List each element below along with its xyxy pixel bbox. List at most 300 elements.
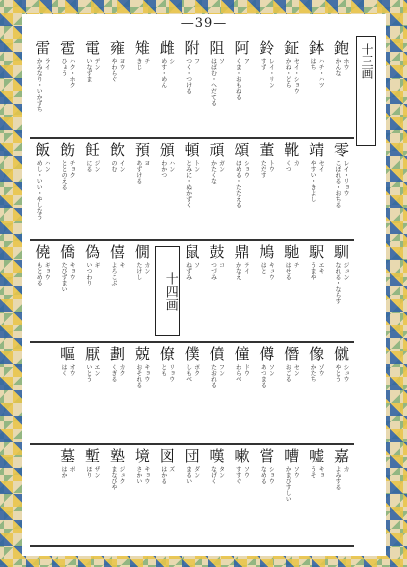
entry-readings [107, 58, 128, 130]
kun-reading: はばむ・へだてる [209, 58, 217, 106]
kun-reading: あつまる [259, 364, 267, 388]
entry-kanji: 偽 [85, 243, 101, 261]
dictionary-entry [80, 138, 105, 240]
entry-readings [232, 262, 253, 334]
dictionary-entry [80, 36, 105, 138]
kun-reading: かまびすしい [284, 466, 292, 502]
entry-readings [82, 466, 103, 538]
dictionary-entry [279, 342, 304, 444]
dictionary-entry [205, 138, 230, 240]
entry-readings [306, 364, 327, 436]
entry-kanji: 僦 [334, 345, 350, 363]
on-reading: フ [192, 58, 200, 64]
entry-kanji: 頓 [184, 141, 200, 159]
on-reading: チ [292, 262, 300, 268]
entry-kanji: 僮 [234, 345, 250, 363]
dictionary-entry [230, 444, 255, 546]
on-reading: ダン [192, 466, 200, 478]
kun-reading: たびずまい [60, 262, 68, 292]
on-reading: ギョウ [43, 262, 51, 280]
on-reading: キョウ [142, 364, 150, 382]
entry-kanji: 境 [134, 447, 150, 465]
kun-reading: しもべ [184, 364, 192, 382]
entry-kanji: 僕 [184, 345, 200, 363]
dictionary-entry [254, 138, 279, 240]
kun-reading: かなえ [234, 262, 242, 280]
entry-kanji: 鼠 [184, 243, 200, 261]
on-reading: ソ [217, 58, 225, 64]
on-reading: ソン [267, 364, 275, 376]
entry-readings [281, 262, 302, 334]
entry-kanji: 像 [309, 345, 325, 363]
kun-reading: なれる・ならす [334, 262, 342, 304]
dictionary-entry [105, 36, 130, 138]
dictionary-entry [30, 138, 55, 240]
on-reading: ボ [68, 466, 76, 472]
dictionary-entry [180, 342, 205, 444]
kun-reading: ひょう [60, 58, 68, 76]
entry-kanji: 嗽 [234, 447, 250, 465]
on-reading: ショウ [242, 160, 250, 178]
on-reading: トン [192, 160, 200, 172]
kun-reading: にる [85, 160, 93, 172]
kun-reading: いなずま [85, 58, 93, 82]
kun-reading: やとう [334, 364, 342, 382]
dictionary-entry [80, 444, 105, 546]
kun-reading: はと [259, 262, 267, 274]
dictionary-entry [230, 36, 255, 138]
on-reading: ドウ [242, 364, 250, 376]
dictionary-entry [205, 444, 230, 546]
entry-readings [306, 58, 327, 130]
dictionary-entry [55, 444, 80, 546]
section-heading [155, 240, 180, 342]
dictionary-entry [254, 36, 279, 138]
on-reading: ジュク [117, 466, 125, 484]
dictionary-entry [80, 342, 105, 444]
on-reading: コ [217, 262, 225, 268]
on-reading: キョウ [142, 466, 150, 484]
on-reading: ソウ [242, 466, 250, 478]
on-reading: ジュン [342, 262, 350, 280]
entry-readings [306, 262, 327, 334]
dictionary-entry [279, 240, 304, 342]
kun-reading: かみなり・いかずち [35, 58, 43, 112]
dictionary-entry [130, 36, 155, 138]
on-reading: トウ [267, 160, 275, 172]
kun-reading: のむ [109, 160, 117, 172]
entry-readings [182, 160, 203, 232]
entry-kanji: 僖 [109, 243, 125, 261]
section-heading-label: 十四画 [155, 246, 180, 336]
entry-kanji: 阻 [209, 39, 225, 57]
dictionary-entry [230, 138, 255, 240]
kun-reading: きじ [134, 58, 142, 70]
kun-reading: はく [60, 364, 68, 376]
entry-readings [107, 262, 128, 334]
on-reading: キョ [317, 466, 325, 478]
entry-kanji: 嘈 [284, 447, 300, 465]
dictionary-entry [105, 138, 130, 240]
entry-readings [107, 364, 128, 436]
entry-readings [232, 466, 253, 538]
entry-readings [256, 466, 277, 538]
dictionary-entry [205, 342, 230, 444]
entry-kanji: 鉢 [309, 39, 325, 57]
entry-kanji: 兢 [134, 345, 150, 363]
kun-reading: ただす [259, 160, 267, 178]
entry-kanji: 雹 [60, 39, 76, 57]
kun-reading: おごる [284, 364, 292, 382]
dictionary-entry [130, 138, 155, 240]
kun-reading: やわらぐ [109, 58, 117, 82]
on-reading: セン [292, 364, 300, 376]
entry-kanji: 附 [184, 39, 200, 57]
kun-reading: はかる [159, 466, 167, 484]
entry-kanji: 嘔 [60, 345, 76, 363]
entry-kanji: 図 [159, 447, 175, 465]
dictionary-entry [155, 444, 180, 546]
entry-kanji: 鈴 [259, 39, 275, 57]
entry-readings [256, 58, 277, 130]
kun-reading: つづみ [209, 262, 217, 280]
entry-kanji: 墓 [60, 447, 76, 465]
on-reading: ジン [93, 160, 101, 172]
entry-kanji: 塹 [85, 447, 101, 465]
kun-reading: もとめる [35, 262, 43, 286]
kun-reading: ととのえる [60, 160, 68, 190]
entry-readings [182, 58, 203, 130]
dictionary-entry [279, 444, 304, 546]
dictionary-entry [230, 240, 255, 342]
dictionary-entry [205, 240, 230, 342]
entry-readings [256, 160, 277, 232]
dictionary-entry [130, 444, 155, 546]
kun-reading: ほめる・たたえる [234, 160, 242, 208]
entry-readings [157, 364, 178, 436]
kun-reading: たけし [134, 262, 142, 280]
kun-reading: なげく [209, 466, 217, 484]
kun-reading: こぼれる・おちる [334, 160, 342, 208]
kun-reading: はち [309, 58, 317, 70]
entry-readings [132, 58, 153, 130]
entry-kanji: 飲 [109, 141, 125, 159]
entry-readings [256, 364, 277, 436]
entry-readings [82, 160, 103, 232]
entry-readings [331, 466, 352, 538]
entry-readings [306, 160, 327, 232]
kun-reading: たおれる [209, 364, 217, 388]
kun-reading: よみする [334, 466, 342, 490]
on-reading: フン [217, 364, 225, 376]
dictionary-entry [30, 240, 55, 342]
entry-kanji: 嘗 [259, 447, 275, 465]
dictionary-entry [55, 138, 80, 240]
on-reading: ハン [167, 160, 175, 172]
entry-readings [157, 160, 178, 232]
on-reading: シュウ [342, 364, 350, 382]
entry-kanji: 馴 [334, 243, 350, 261]
entry-readings [82, 364, 103, 436]
kun-reading: かんな [334, 58, 342, 76]
on-reading: キョウ [68, 262, 76, 280]
entry-kanji: 頒 [159, 141, 175, 159]
entry-readings [207, 262, 228, 334]
on-reading: カ [342, 466, 350, 472]
on-reading: エキ [317, 262, 325, 274]
dictionary-entry [304, 240, 329, 342]
entry-kanji: 馳 [284, 243, 300, 261]
kun-reading: くぎる [109, 364, 117, 382]
entry-kanji: 駅 [309, 243, 325, 261]
dictionary-entry [180, 240, 205, 342]
on-reading: ザン [93, 466, 101, 478]
entry-kanji: 鼎 [234, 243, 250, 261]
on-reading: シ [167, 58, 175, 64]
page-number: —39— [180, 16, 228, 31]
entry-readings [232, 160, 253, 232]
on-reading: ソウ [292, 466, 300, 478]
entry-kanji: 鼓 [209, 243, 225, 261]
entry-kanji: 雉 [134, 39, 150, 57]
entry-kanji: 僚 [159, 345, 175, 363]
on-reading: オウ [68, 364, 76, 376]
dictionary-entry [304, 138, 329, 240]
dictionary-entry [254, 444, 279, 546]
entry-kanji: 電 [85, 39, 101, 57]
entry-kanji: 僑 [60, 243, 76, 261]
entry-readings [182, 364, 203, 436]
entry-readings [32, 160, 53, 232]
kun-reading: めし・いい・やしなう [35, 160, 43, 220]
dictionary-entry [55, 342, 80, 444]
on-reading: ハク・ホク [68, 58, 76, 88]
kun-reading: はせる [284, 262, 292, 280]
kanji-grid [30, 36, 376, 548]
kun-reading: とみに・ぬかずく [184, 160, 192, 208]
entry-kanji: 靴 [284, 141, 300, 159]
dictionary-entry [55, 36, 80, 138]
dictionary-entry [254, 240, 279, 342]
kun-reading: おそれる [134, 364, 142, 388]
entry-kanji: 劃 [109, 345, 125, 363]
dictionary-entry [130, 240, 155, 342]
entry-kanji: 嘆 [209, 447, 225, 465]
entry-readings [157, 466, 178, 538]
on-reading: ショウ [267, 466, 275, 484]
dictionary-entry [80, 240, 105, 342]
on-reading: レイ・リョウ [342, 160, 350, 196]
kun-reading: やすい・きよし [309, 160, 317, 202]
dictionary-entry [279, 36, 304, 138]
on-reading: リョウ [167, 364, 175, 382]
kun-reading: とも [159, 364, 167, 376]
dictionary-entry [329, 342, 354, 444]
entry-readings [132, 262, 153, 334]
entry-readings [32, 262, 53, 334]
entry-kanji: 零 [334, 141, 350, 159]
entry-readings [57, 466, 78, 538]
kun-reading: あずける [134, 160, 142, 184]
kun-reading: つく・つける [184, 58, 192, 94]
entry-readings [57, 262, 78, 334]
dictionary-entry [254, 342, 279, 444]
dictionary-entry [55, 240, 80, 342]
kun-reading: わかつ [159, 160, 167, 178]
on-reading: タン [217, 466, 225, 478]
entry-readings [32, 58, 53, 130]
kun-reading: なめる [259, 466, 267, 484]
dictionary-page [22, 14, 386, 556]
entry-readings [207, 160, 228, 232]
entry-kanji: 嘘 [309, 447, 325, 465]
on-reading: セイ・ショウ [292, 58, 300, 94]
kun-reading: くま・おもねる [234, 58, 242, 100]
dictionary-entry [304, 342, 329, 444]
entry-kanji: 厭 [85, 345, 101, 363]
entry-readings [132, 160, 153, 232]
entry-kanji: 雌 [159, 39, 175, 57]
kun-reading: かたち [309, 364, 317, 382]
on-reading: ホウ [342, 58, 350, 70]
kun-reading: くつ [284, 160, 292, 172]
kun-reading: めす・めん [159, 58, 167, 88]
dictionary-entry [329, 240, 354, 342]
dictionary-entry [205, 36, 230, 138]
entry-kanji: 雷 [35, 39, 51, 57]
entry-kanji: 飪 [85, 141, 101, 159]
on-reading: チョク [68, 160, 76, 178]
dictionary-entry [155, 138, 180, 240]
dictionary-entry [155, 342, 180, 444]
dictionary-entry [304, 36, 329, 138]
entry-readings [331, 160, 352, 232]
dictionary-entry [105, 240, 130, 342]
entry-kanji: 団 [184, 447, 200, 465]
entry-readings [207, 466, 228, 538]
entry-kanji: 飭 [60, 141, 76, 159]
on-reading: ギ [93, 262, 101, 268]
entry-readings [207, 364, 228, 436]
entry-readings [331, 58, 352, 130]
entry-readings [232, 364, 253, 436]
entry-readings [57, 160, 78, 232]
entry-kanji: 預 [134, 141, 150, 159]
entry-readings [331, 364, 352, 436]
on-reading: カ [292, 160, 300, 166]
on-reading: レイ・リン [267, 58, 275, 88]
kun-reading: ねずみ [184, 262, 192, 280]
on-reading: カク [117, 364, 125, 376]
entry-kanji: 鳩 [259, 243, 275, 261]
kun-reading: うそ [309, 466, 317, 478]
kun-reading: さかい [134, 466, 142, 484]
kun-reading: よろこぶ [109, 262, 117, 286]
dictionary-entry [329, 444, 354, 546]
entry-readings [57, 58, 78, 130]
dictionary-entry [329, 138, 354, 240]
entry-readings [256, 262, 277, 334]
kun-reading: はか [60, 466, 68, 478]
kun-reading: まるい [184, 466, 192, 484]
on-reading: テイ [242, 262, 250, 274]
entry-readings [132, 466, 153, 538]
on-reading: セイ [317, 160, 325, 172]
dictionary-entry [155, 36, 180, 138]
on-reading: ハン [43, 160, 51, 172]
on-reading: ライ [43, 58, 51, 70]
stroke-count-heading [356, 36, 376, 146]
entry-kanji: 頑 [209, 141, 225, 159]
on-reading: イン [117, 160, 125, 172]
entry-readings [132, 364, 153, 436]
on-reading: ズ [167, 466, 175, 472]
entry-kanji: 僥 [35, 243, 51, 261]
on-reading: デン [93, 58, 101, 70]
on-reading: チ [142, 58, 150, 64]
entry-readings [207, 58, 228, 130]
entry-readings [107, 466, 128, 538]
entry-kanji: 僨 [209, 345, 225, 363]
on-reading: ヨウ [117, 58, 125, 70]
entry-kanji: 鉦 [284, 39, 300, 57]
kun-reading: かね・どら [284, 58, 292, 88]
entry-kanji: 塾 [109, 447, 125, 465]
entry-readings [281, 466, 302, 538]
entry-readings [306, 466, 327, 538]
entry-kanji: 雍 [109, 39, 125, 57]
dictionary-entry [279, 138, 304, 240]
entry-kanji: 嘉 [334, 447, 350, 465]
dictionary-entry [30, 36, 55, 138]
dictionary-entry [230, 342, 255, 444]
kun-reading: いつわり [85, 262, 93, 286]
entry-kanji: 飯 [35, 141, 51, 159]
on-reading: ボク [192, 364, 200, 376]
on-reading: カン [142, 262, 150, 274]
kun-reading: すず [259, 58, 267, 70]
entry-readings [107, 160, 128, 232]
dictionary-entry [180, 444, 205, 546]
entry-kanji: 鉋 [334, 39, 350, 57]
entry-kanji: 僔 [259, 345, 275, 363]
on-reading: ヨ [142, 160, 150, 166]
entry-readings [281, 364, 302, 436]
entry-readings [157, 58, 178, 130]
entry-kanji: 僩 [134, 243, 150, 261]
dictionary-entry [105, 342, 130, 444]
on-reading: エン [93, 364, 101, 376]
on-reading: ガン [217, 160, 225, 172]
entry-readings [232, 58, 253, 130]
entry-readings [331, 262, 352, 334]
dictionary-entry [180, 36, 205, 138]
kun-reading: まなびや [109, 466, 117, 490]
entry-readings [57, 364, 78, 436]
dictionary-entry [304, 444, 329, 546]
dictionary-entry [130, 342, 155, 444]
dictionary-entry [105, 444, 130, 546]
on-reading: ア [242, 58, 250, 64]
kun-reading: わらべ [234, 364, 242, 382]
entry-kanji: 阿 [234, 39, 250, 57]
entry-readings [281, 58, 302, 130]
entry-kanji: 頌 [234, 141, 250, 159]
kun-reading: かたくな [209, 160, 217, 184]
kun-reading: いとう [85, 364, 93, 382]
entry-kanji: 董 [259, 141, 275, 159]
on-reading: ハチ・ハツ [317, 58, 325, 88]
